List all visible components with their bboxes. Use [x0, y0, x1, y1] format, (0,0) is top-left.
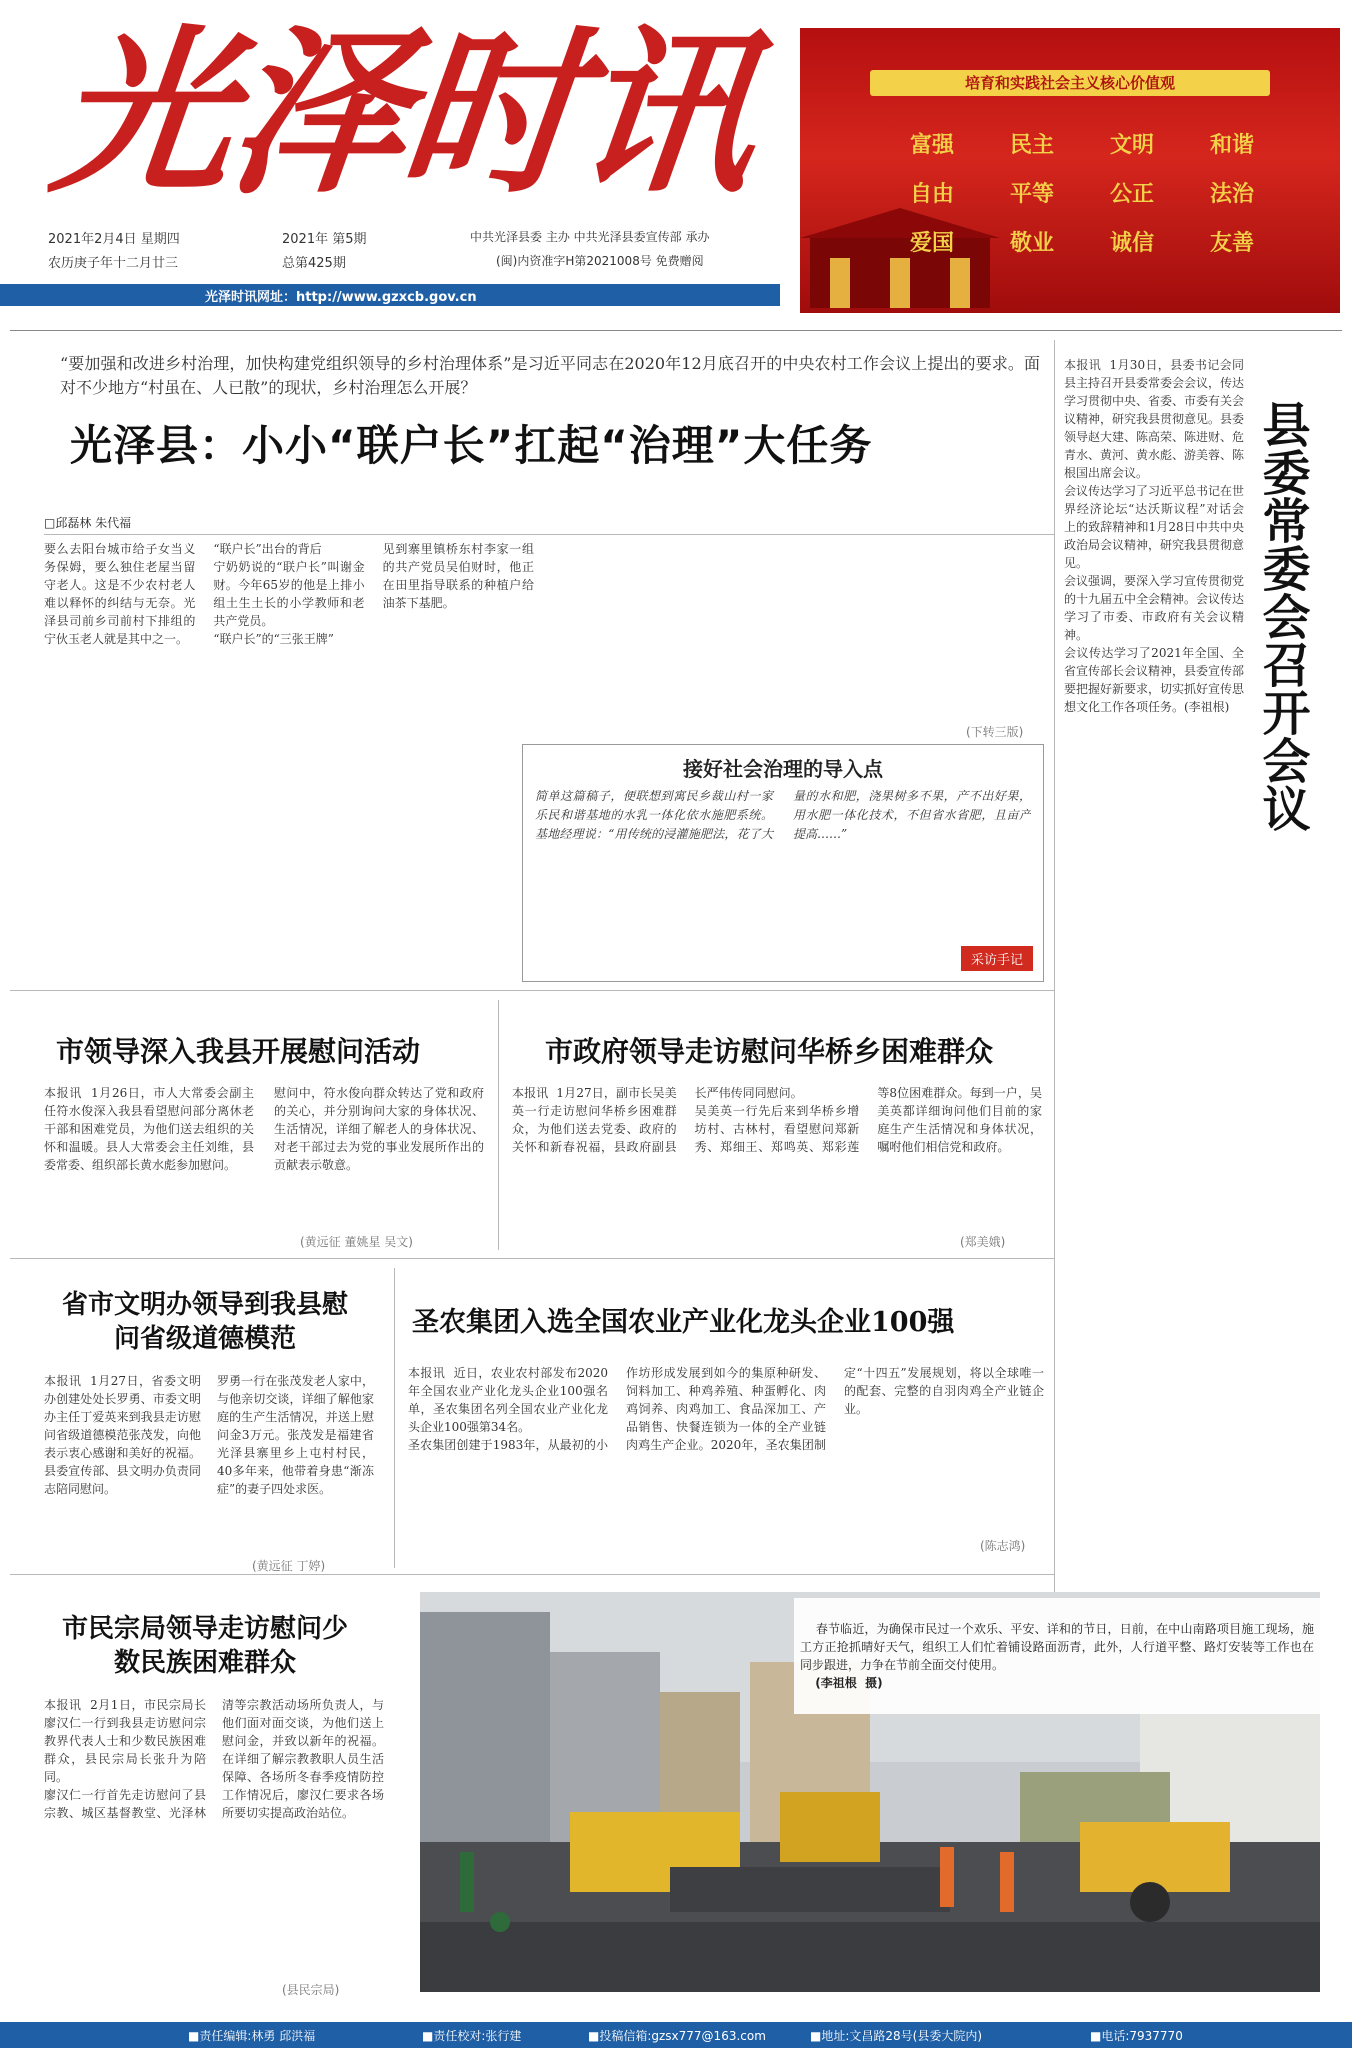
sidebar-headline: 县委常委会召开会议 [1254, 400, 1310, 832]
value-item: 和谐 [1210, 133, 1255, 158]
article5-title: 市民宗局领导走访慰问少数民族困难群众 [61, 1614, 348, 1678]
value-item: 文明 [1110, 133, 1155, 158]
article3-byline: (黄远征 丁婷) [252, 1559, 326, 1573]
value-item: 平等 [1010, 182, 1055, 207]
values-grid [910, 128, 1310, 257]
value-item: 诚信 [1110, 231, 1155, 256]
article5-body: 本报讯 2月1日，市民宗局长廖汉仁一行到我县走访慰问宗教界代表人士和少数民族困难群众，县民宗局长张升为陪同。 廖汉仁一行首先走访慰问了县宗教、城区基督教堂、光泽林清等宗教活动场所负责人，与他们面对面交谈，为他们送上慰问金，并致以新年的祝福。在详细了解宗教教职人员生活保障、各场所冬春季疫情防控工作情况后，廖汉仁要求各场所要切实提高政治站位。 [44, 1698, 384, 1820]
article1-body: 本报讯 1月26日，市人大常委会副主任符水俊深入我县看望慰问部分离休老干部和困难党员，为他们送去组织的关怀和温暖。县人大常委会主任刘维，县委常委、组织部长黄水彪参加慰问。 慰问中，符水俊向群众转达了党和政府的关心，并分别询问大家的身体状况、生活情况，详细了解老人的身体状况、对老干部过去为党的事业发展所作出的贡献表示敬意。 [44, 1086, 484, 1172]
lunar-date: 农历庚子年十二月廿三 [48, 256, 179, 271]
lead-byline: □邱磊林 朱代福 [44, 516, 132, 530]
permit: (闽)内资准字H第2021008号 免费赠阅 [496, 254, 704, 268]
value-item: 公正 [1110, 182, 1155, 207]
article4-body: 本报讯 近日，农业农村部发布2020年全国农业产业化龙头企业100强名单，圣农集团名列全国农业产业化龙头企业100强第34名。 圣农集团创建于1983年，从最初的小作坊形成发展到如今的集原种研发、饲料加工、种鸡养殖、种蛋孵化、肉鸡饲养、肉鸡加工、食品深加工、产品销售、快餐连锁为一体的全产业链肉鸡生产企业。2020年，圣农集团制定“十四五”发展规划，将以全球唯一的配套、完整的自羽肉鸡全产业链企业。 [408, 1366, 1044, 1452]
article5-byline: (县民宗局) [282, 1983, 340, 1997]
issue-date: 2021年2月4日 星期四 [48, 232, 180, 247]
editor-note-title: 接好社会治理的导入点 [683, 757, 883, 781]
photo-caption [794, 1598, 1320, 1714]
footer-proofreader: ■责任校对:张行建 [422, 2029, 522, 2043]
lead-body-cont [546, 540, 1046, 730]
total-issue: 总第425期 [282, 256, 346, 271]
lead-continued: (下转三版) [966, 725, 1024, 739]
footer-email[interactable]: ■投稿信箱:gzsx777@163.com [588, 2029, 766, 2043]
issue-number: 2021年 第5期 [282, 232, 367, 247]
website-bar [0, 284, 780, 306]
editor-note-box [522, 744, 1044, 982]
website-link[interactable]: 光泽时讯网址：http://www.gzxcb.gov.cn [205, 290, 477, 305]
article4-byline: (陈志鸿) [980, 1539, 1026, 1553]
article1-byline: (黄远征 董姚星 吴文) [300, 1235, 413, 1249]
article3-body: 本报讯 1月27日，省委文明办创建处处长罗勇、市委文明办主任丁爱英来到我县走访慰问省级道德模范张茂发，向他表示衷心感谢和美好的祝福。县委宣传部、县文明办负责同志陪同慰问。 罗勇一行在张茂发老人家中，与他亲切交谈，详细了解他家庭的生产生活情况，并送上慰问金3万元。张茂发是福建省光泽县寨里乡上屯村村民，40多年来，他带着身患“渐冻症”的妻子四处求医。 [44, 1374, 374, 1496]
editor-note-body: 简单这篇稿子，便联想到寓民乡裁山村一家乐民和谐基地的水乳一体化依水施肥系统。基地经理说：“用传统的浸灌施肥法，花了大量的水和肥，浇果树多不果，产不出好果，用水肥一体化技术，不但省水省肥，且亩产提高……” [535, 789, 1031, 841]
value-item: 敬业 [1010, 231, 1055, 256]
core-values-banner [800, 28, 1340, 313]
road-construction-photo [420, 1592, 1320, 1992]
note-tag: 采访手记 [961, 946, 1033, 971]
article3-title: 省市文明办领导到我县慰问省级道德模范 [61, 1290, 348, 1354]
masthead-logo: 光泽时讯 [44, 8, 763, 217]
value-item: 民主 [1010, 133, 1055, 158]
value-item: 富强 [910, 133, 955, 158]
article2-byline: (郑美娥) [960, 1235, 1006, 1249]
article2-title: 市政府领导走访慰问华桥乡困难群众 [545, 1035, 994, 1068]
footer-editor: ■责任编辑:林勇 邱洪福 [188, 2029, 316, 2043]
banner-title: 培育和实践社会主义核心价值观 [870, 70, 1270, 96]
article1-title: 市领导深入我县开展慰问活动 [56, 1035, 421, 1068]
value-item: 爱国 [910, 231, 955, 256]
article4-title: 圣农集团入选全国农业产业化龙头企业100强 [412, 1307, 955, 1338]
lead-intro: “要加强和改进乡村治理，加快构建党组织领导的乡村治理体系”是习近平同志在2020年12月底召开的中央农村工作会议上提出的要求。面对不少地方“村虽在、人已散”的现状，乡村治理怎么开展？ [60, 354, 1040, 397]
footer-address: ■地址:文昌路28号(县委大院内) [810, 2029, 983, 2043]
lead-headline: 光泽县：小小“联户长”扛起“治理”大任务 [70, 421, 873, 470]
photo-caption-text: 春节临近，为确保市民过一个欢乐、平安、详和的节日，日前，在中山南路项目施工现场，施工方正抢抓晴好天气，组织工人们忙着铺设路面沥青，此外，人行道平整、路灯安装等工作也在同步跟进，力争在节前全面交付使用。 [800, 1622, 1314, 1672]
lead-body: 要么去阳台城市给子女当义务保姆，要么独住老屋当留守老人。这是不少农村老人难以释怀的纠结与无奈。光泽县司前乡司前村下排组的宁伙玉老人就是其中之一。 “联户长”出台的背后 宁奶奶说的“联户长”叫谢金财。今年65岁的他是上排小组土生土长的小学教师和老共产党员。 “联户长”的“三张王牌” 见到寨里镇桥东村李家一组的共产党员吴伯财时，他正在田里指导联系的种植户给油茶下基肥。 [44, 542, 534, 646]
value-item: 友善 [1210, 231, 1255, 256]
value-item: 自由 [910, 182, 955, 207]
sponsors: 中共光泽县委 主办 中共光泽县委宣传部 承办 [470, 230, 710, 244]
value-item: 法治 [1210, 182, 1255, 207]
photo-credit: (李祖根 摄) [815, 1676, 883, 1690]
sidebar-body: 本报讯 1月30日，县委书记会同县主持召开县委常委会会议，传达学习贯彻中央、省委、市委有关会议精神，研究我县贯彻意见。县委领导赵大建、陈高荣、陈进财、危青水、黄河、黄水彪、游美蓉、陈根国出席会议。 会议传达学习了习近平总书记在世界经济论坛“达沃斯议程”对话会上的致辞精神和1月28日中共中央政治局会议精神，研究我县贯彻意见。 会议强调，要深入学习宣传贯彻党的十九届五中全会精神。会议传达学习了市委、市政府有关会议精神。 会议传达学习了2021年全国、全省宣传部长会议精神，县委宣传部要把握好新要求，切实抓好宣传思想文化工作各项任务。(李祖根) [1064, 358, 1244, 714]
footer-phone: ■电话:7937770 [1090, 2029, 1183, 2043]
article2-body: 本报讯 1月27日，副市长吴美英一行走访慰问华桥乡困难群众，为他们送去党委、政府的关怀和新春祝福，县政府副县长严伟传同同慰问。 吴美英一行先后来到华桥乡增坊村、古林村，看望慰问郑新秀、郑细王、郑鸣英、郑彩莲等8位困难群众。每到一户，吴美英都详细询问他们目前的家庭生产生活情况和身体状况，嘱咐他们相信党和政府。 [512, 1086, 1042, 1154]
footer-bar [0, 2022, 1352, 2048]
